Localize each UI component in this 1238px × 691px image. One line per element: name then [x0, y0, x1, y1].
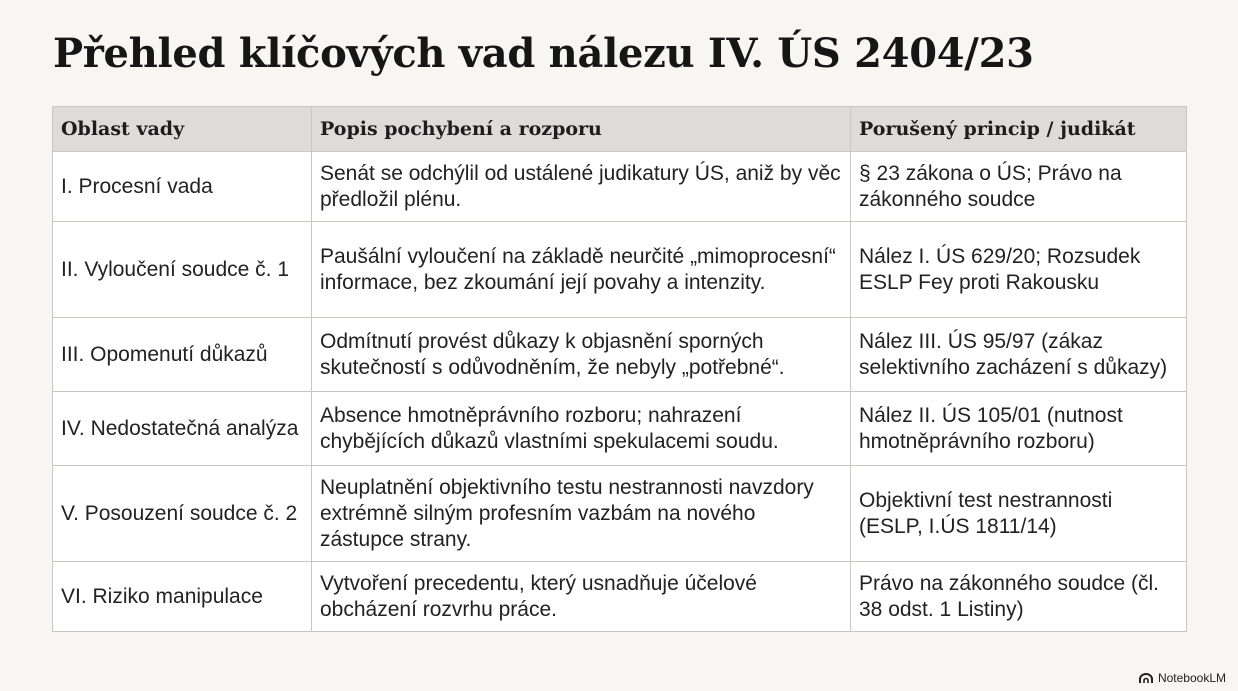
cell-principle: Objektivní test nestrannosti (ESLP, I.ÚS 1811/14) — [851, 466, 1187, 562]
cell-description: Paušální vyloučení na základě neurčité „mimoprocesní“ informace, bez zkoumání její povahy a intenzity. — [312, 222, 851, 318]
table-row — [53, 466, 1187, 562]
table-row — [53, 318, 1187, 392]
cell-area: IV. Nedostatečná analýza — [53, 392, 312, 466]
table-row — [53, 392, 1187, 466]
brand-label: NotebookLM — [1157, 671, 1226, 685]
cell-principle: Nález III. ÚS 95/97 (zákaz selektivního zacházení s důkazy) — [851, 318, 1187, 392]
cell-principle: Nález I. ÚS 629/20; Rozsudek ESLP Fey proti Rakousku — [851, 222, 1187, 318]
cell-area: I. Procesní vada — [53, 152, 312, 222]
cell-description: Senát se odchýlil od ustálené judikatury ÚS, aniž by věc předložil plénu. — [312, 152, 851, 222]
cell-area: III. Opomenutí důkazů — [53, 318, 312, 392]
table-row — [53, 152, 1187, 222]
notebooklm-logo-icon — [1139, 673, 1153, 684]
notebooklm-brand — [1139, 671, 1226, 685]
table-header-row — [53, 107, 1187, 152]
cell-description: Odmítnutí provést důkazy k objasnění sporných skutečností s odůvodněním, že nebyly „potřebné“. — [312, 318, 851, 392]
header-area: Oblast vady — [53, 107, 312, 152]
cell-principle: Právo na zákonného soudce (čl. 38 odst. 1 Listiny) — [851, 562, 1187, 632]
cell-area: VI. Riziko manipulace — [53, 562, 312, 632]
cell-description: Neuplatnění objektivního testu nestrannosti navzdory extrémně silným profesním vazbám na nového zástupce strany. — [312, 466, 851, 562]
cell-description: Absence hmotněprávního rozboru; nahrazení chybějících důkazů vlastními spekulacemi soudu. — [312, 392, 851, 466]
header-description: Popis pochybení a rozporu — [312, 107, 851, 152]
cell-area: V. Posouzení soudce č. 2 — [53, 466, 312, 562]
table-row — [53, 222, 1187, 318]
defects-table — [52, 106, 1187, 632]
cell-principle: Nález II. ÚS 105/01 (nutnost hmotněprávního rozboru) — [851, 392, 1187, 466]
header-principle: Porušený princip / judikát — [851, 107, 1187, 152]
cell-principle: § 23 zákona o ÚS; Právo na zákonného soudce — [851, 152, 1187, 222]
cell-area: II. Vyloučení soudce č. 1 — [53, 222, 312, 318]
cell-description: Vytvoření precedentu, který usnadňuje účelové obcházení rozvrhu práce. — [312, 562, 851, 632]
page-title: Přehled klíčových vad nálezu IV. ÚS 2404/23 — [53, 30, 1034, 77]
table-row — [53, 562, 1187, 632]
